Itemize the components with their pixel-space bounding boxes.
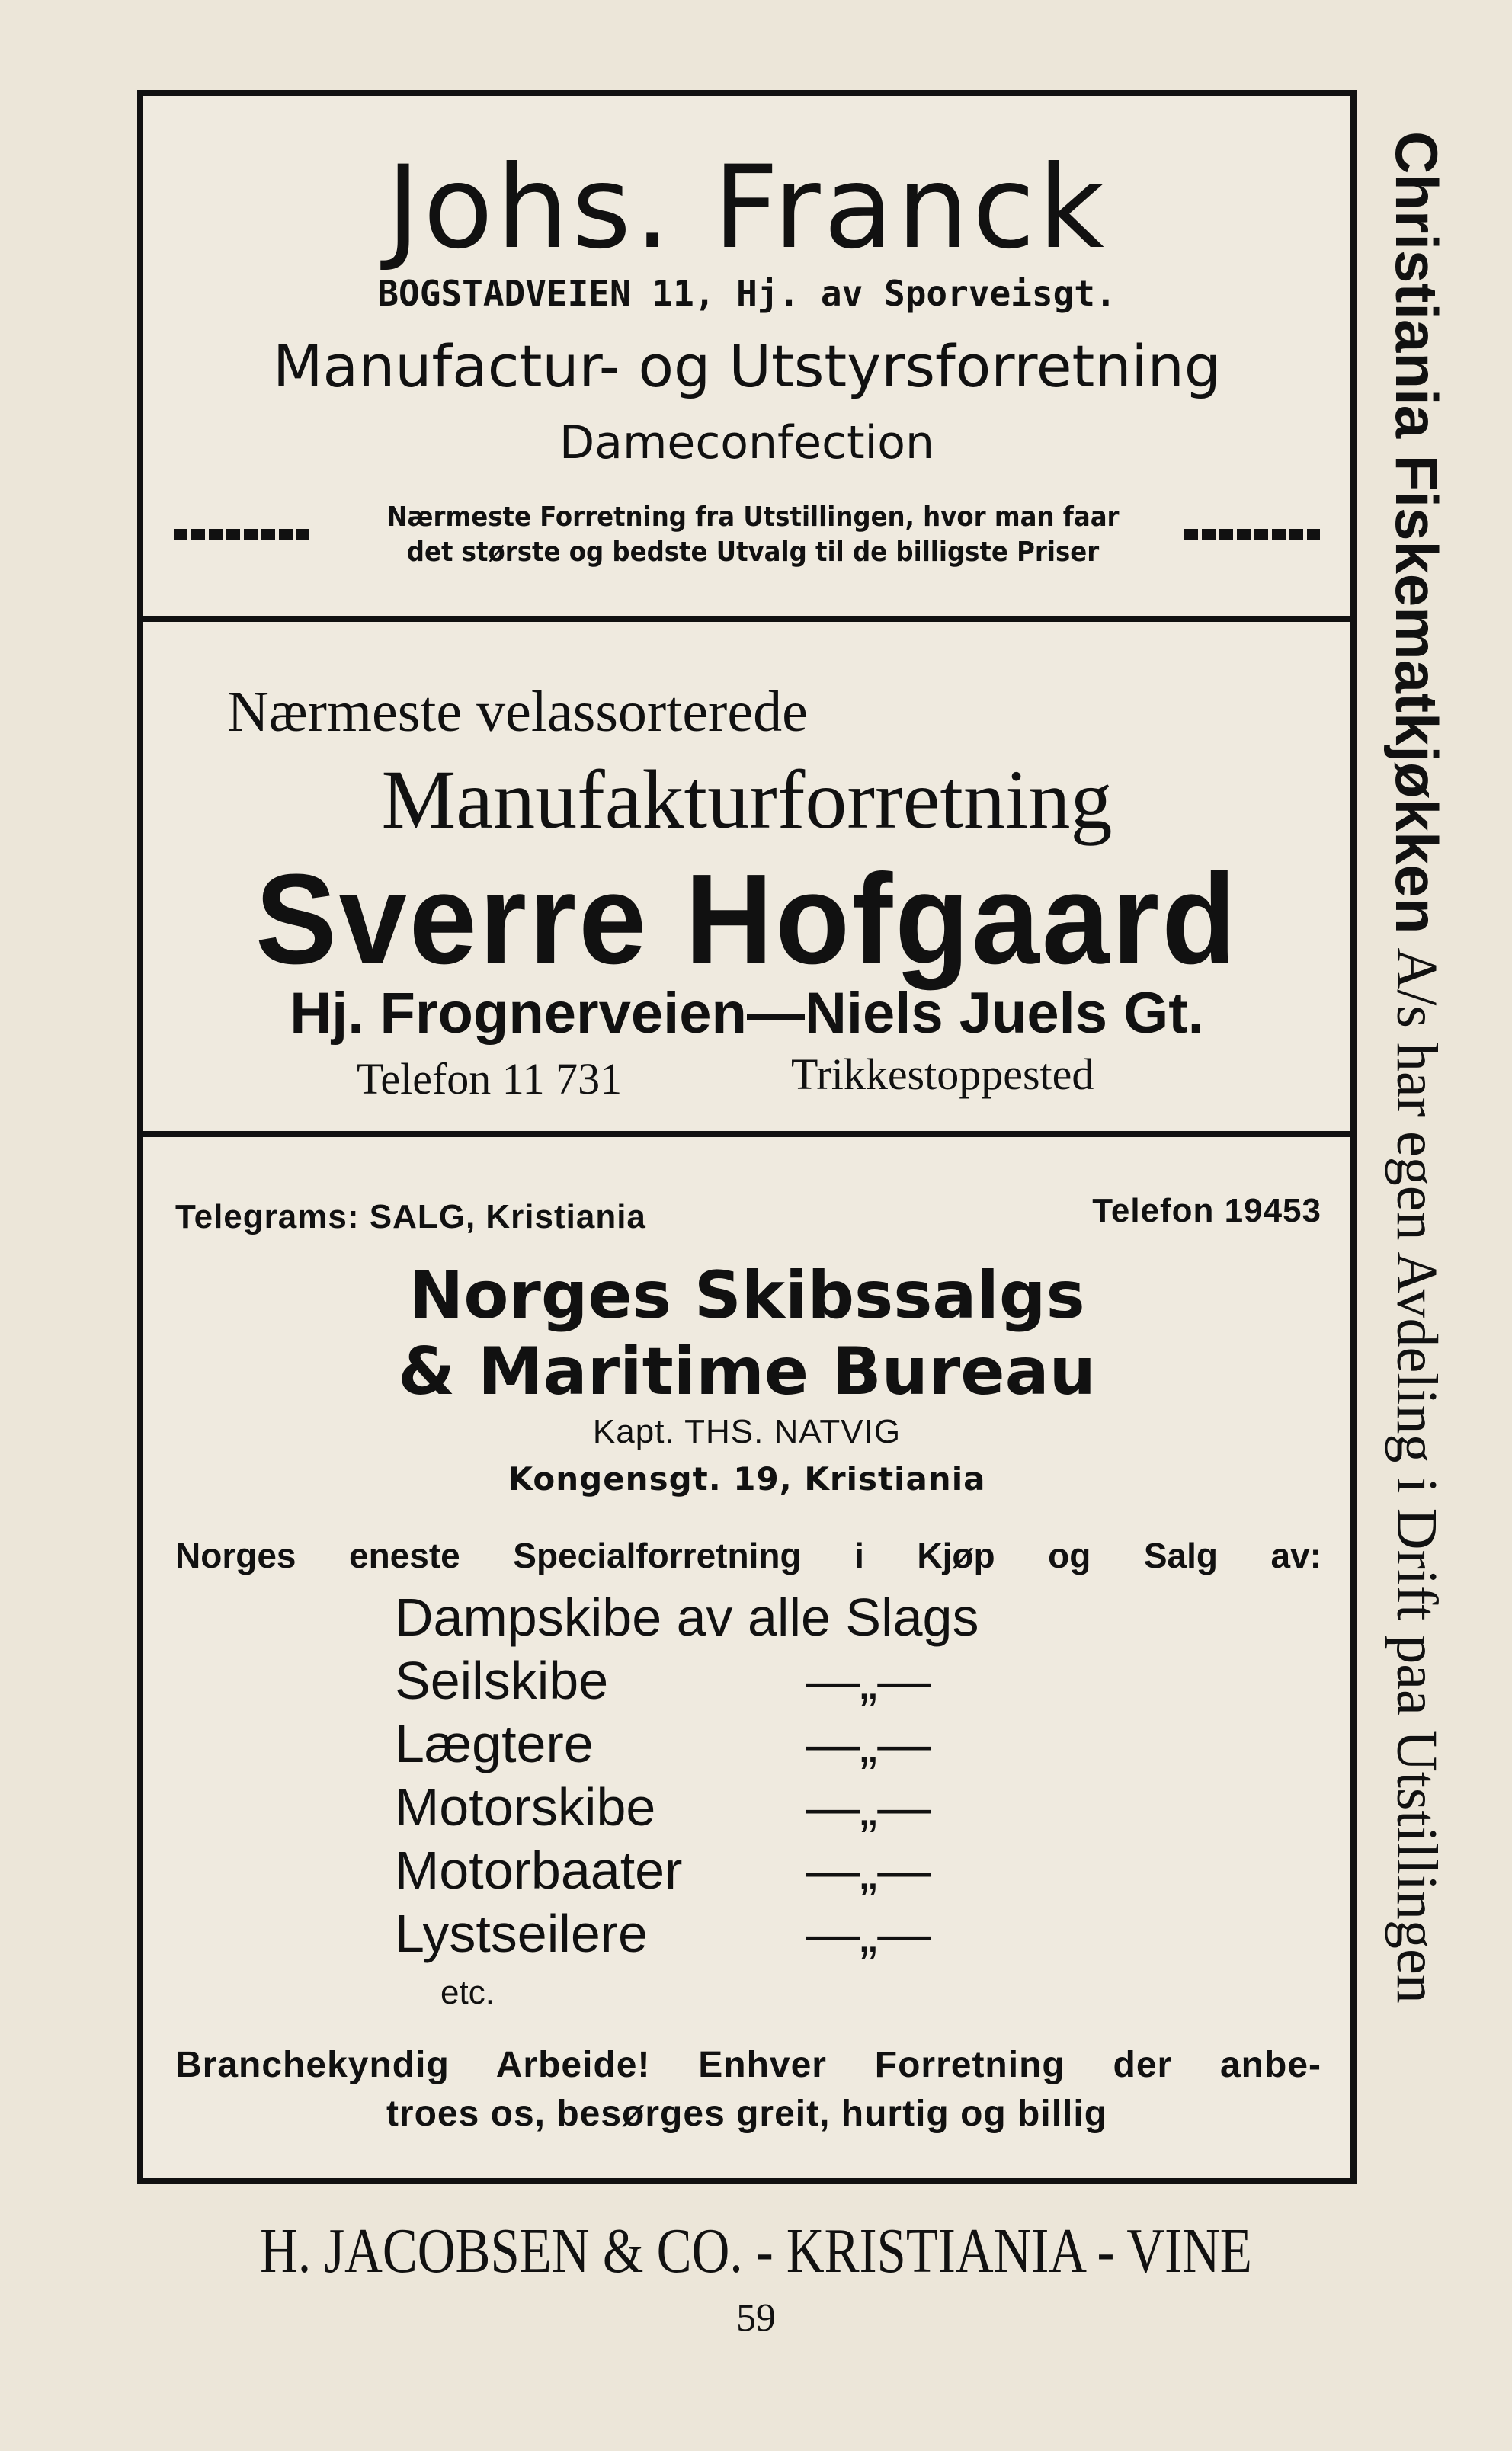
ad3-address: Kongensgt. 19, Kristiania	[508, 1460, 986, 1498]
ad1-note-line1: Nærmeste Forretning fra Utstillingen, hvor man faar	[386, 501, 1120, 533]
ditto-mark: —„—	[806, 1904, 931, 1963]
ad2-intro: Nærmeste velassorterede	[227, 680, 808, 744]
ad3-title	[143, 1258, 1350, 1410]
ad1-note-line2: det største og bedste Utvalg til de billigste Priser	[406, 537, 1100, 568]
ad3-lead-word: Salg	[1143, 1536, 1218, 1575]
ad2-stop: Trikkestoppested	[791, 1049, 1094, 1099]
item-label: Dampskibe av alle Slags	[395, 1588, 979, 1647]
ad3-lead-word: og	[1048, 1536, 1091, 1575]
ad3-lead-word: Kjøp	[917, 1536, 995, 1575]
ditto-mark: —„—	[806, 1651, 931, 1710]
ad3-lead	[175, 1535, 1321, 1576]
ad-sverre-hofgaard	[143, 622, 1350, 1137]
ad1-note	[341, 500, 1164, 570]
ad3-footer-line1: Branchekyndig Arbeide! Enhver Forretning der anbe-	[175, 2045, 1321, 2085]
ad3-lead-word: Specialforretning	[513, 1536, 802, 1575]
dash-ornament-left	[174, 529, 309, 540]
side-banner-text: har egen Avdeling i Drift paa Utstillingen	[1385, 1028, 1450, 2004]
ad3-phone: Telefon 19453	[1092, 1192, 1321, 1229]
advertisement-frame	[137, 90, 1357, 2184]
list-item	[395, 1713, 1020, 1777]
side-banner	[1375, 131, 1459, 2143]
list-item	[395, 1587, 1020, 1650]
ad1-business: Manufactur- og Utstyrsforretning	[272, 332, 1222, 400]
list-item	[395, 1903, 1020, 1966]
ad1-name: Johs. Franck	[386, 142, 1107, 274]
ditto-mark: —„—	[806, 1777, 931, 1837]
item-label: Motorskibe	[395, 1777, 656, 1837]
ad2-street: Hj. Frognerveien—Niels Juels Gt.	[290, 981, 1204, 1046]
dash-ornament-right	[1184, 529, 1320, 540]
ad3-lead-word: eneste	[349, 1536, 460, 1575]
ad2-phone: Telefon 11 731	[357, 1054, 623, 1104]
ad3-title-line2: & Maritime Bureau	[398, 1334, 1096, 1410]
ad3-etc: etc.	[440, 1974, 495, 2011]
item-label: Motorbaater	[395, 1841, 683, 1900]
ad1-address: BOGSTADVEIEN 11, Hj. av Sporveisgt.	[377, 273, 1116, 314]
item-label: Seilskibe	[395, 1651, 609, 1710]
side-banner-company: Christiania Fiskematkjøkken	[1383, 131, 1451, 934]
list-item	[395, 1777, 1020, 1840]
ditto-mark: —„—	[806, 1841, 931, 1900]
ditto-mark: —„—	[806, 1714, 931, 1773]
ad-skibssalgs-bureau	[143, 1137, 1350, 2178]
page-number: 59	[736, 2296, 776, 2340]
ad3-title-line1: Norges Skibssalgs	[408, 1258, 1085, 1334]
ad2-business: Manufakturforretning	[381, 753, 1113, 846]
list-item	[395, 1840, 1020, 1903]
ad3-lead-word: Norges	[175, 1536, 296, 1575]
ad3-lead-word: av:	[1270, 1536, 1321, 1575]
ad3-footer-line2: troes os, besørges greit, hurtig og billig	[386, 2094, 1108, 2134]
list-item	[395, 1650, 1020, 1713]
ad2-name: Sverre Hofgaard	[255, 847, 1238, 991]
ad-johs-franck	[143, 96, 1350, 622]
item-label: Lystseilere	[395, 1904, 648, 1963]
ad3-captain: Kapt. THS. NATVIG	[592, 1413, 902, 1450]
printer-imprint: H. JACOBSEN & CO. - KRISTIANIA - VINE	[260, 2216, 1252, 2286]
side-banner-suffix: A/s	[1385, 947, 1450, 1028]
ad1-department: Dameconfection	[559, 416, 934, 469]
ad3-item-list	[395, 1587, 1020, 1966]
ad3-telegram: Telegrams: SALG, Kristiania	[175, 1198, 646, 1235]
item-label: Lægtere	[395, 1714, 594, 1773]
ad3-lead-word: i	[854, 1536, 864, 1575]
